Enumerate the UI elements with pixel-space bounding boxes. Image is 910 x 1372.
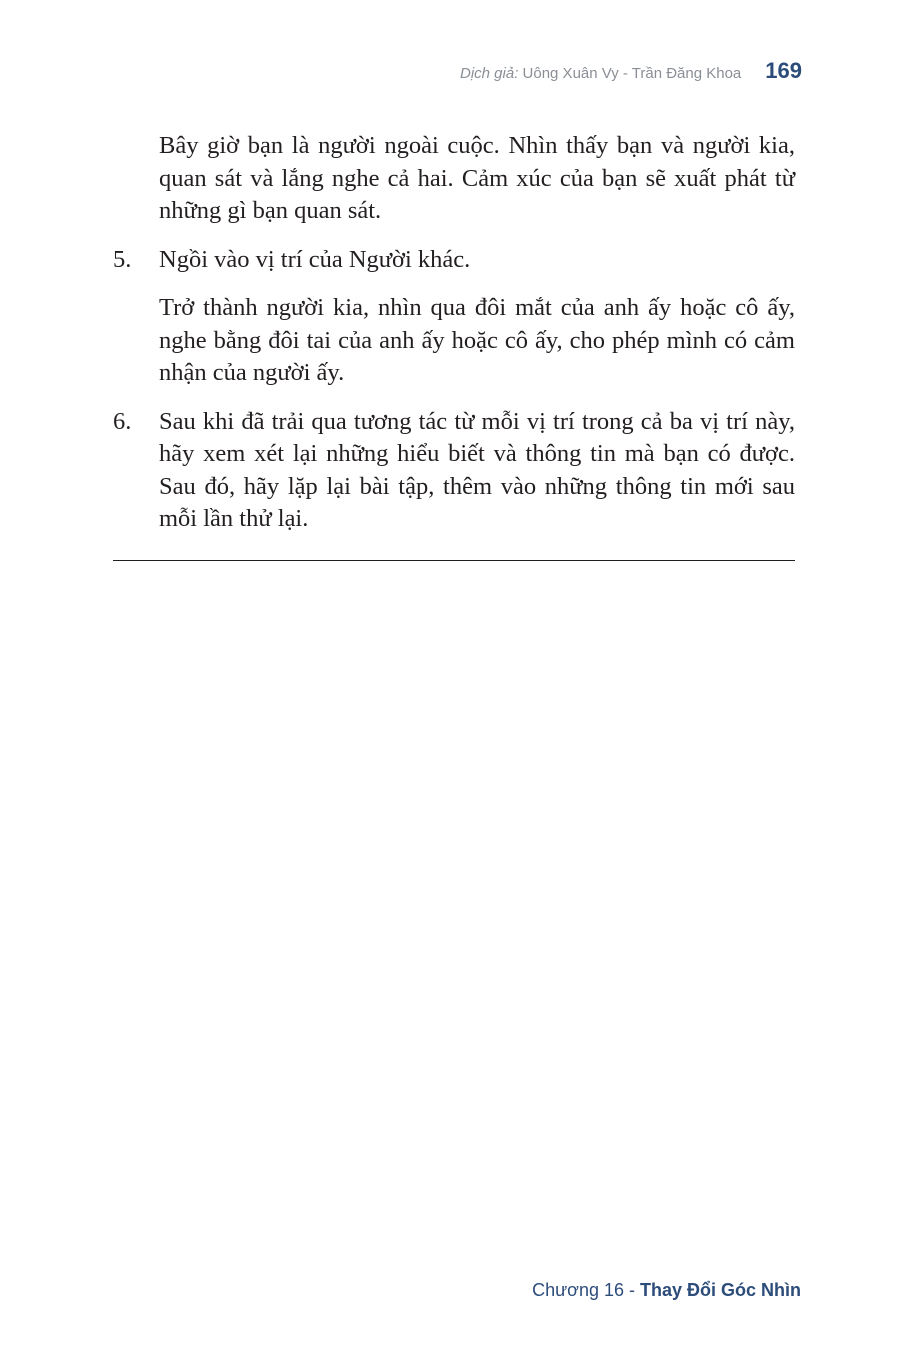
- list-item-6: [113, 406, 795, 536]
- list-item-number: 6.: [113, 407, 132, 435]
- translator-label: Dịch giả:: [460, 65, 519, 82]
- list-item-5: [113, 244, 795, 277]
- list-item-number: 5.: [113, 245, 132, 273]
- list-item-text: Sau khi đã trải qua tương tác từ mỗi vị trí trong cả ba vị trí này, hãy xem xét lại những hiểu biết và thông tin mà bạn có được. Sau đó, hãy lặp lại bài tập, thêm vào những thông tin mới sau mỗi lần thử lại.: [159, 407, 795, 532]
- page-header: [460, 58, 802, 84]
- intro-paragraph: Bây giờ bạn là người ngoài cuộc. Nhìn thấy bạn và người kia, quan sát và lắng nghe cả hai. Cảm xúc của bạn sẽ xuất phát từ những gì bạn quan sát.: [159, 132, 795, 224]
- list-item-text: Ngồi vào vị trí của Người khác.: [159, 245, 471, 273]
- translator-names: Uông Xuân Vy - Trần Đăng Khoa: [522, 65, 742, 82]
- body-text: [113, 130, 795, 552]
- chapter-title: Thay Đổi Góc Nhìn: [639, 1280, 801, 1300]
- section-divider: [113, 560, 795, 561]
- page-footer: [532, 1280, 801, 1301]
- item-5-paragraph: Trở thành người kia, nhìn qua đôi mắt của anh ấy hoặc cô ấy, nghe bằng đôi tai của anh ấy hoặc cô ấy, cho phép mình có cảm nhận của người ấy.: [159, 294, 795, 386]
- page-number: 169: [765, 58, 802, 83]
- chapter-prefix: Chương 16 -: [532, 1280, 640, 1300]
- translator-credit: [460, 65, 741, 82]
